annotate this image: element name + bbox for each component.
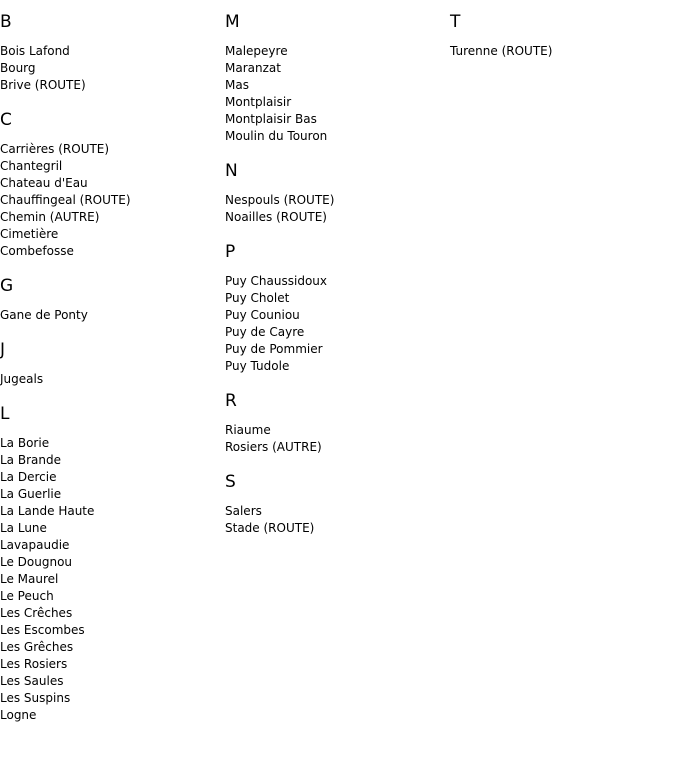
letter-group-m: [225, 11, 450, 145]
place-entry: Bois Lafond: [0, 44, 70, 58]
place-entry: Les Rosiers: [0, 657, 68, 671]
place-entry: Salers: [225, 504, 262, 518]
place-entry: Les Saules: [0, 674, 64, 688]
place-entry: Logne: [0, 708, 37, 722]
letter-group-r: [225, 390, 450, 456]
entry-list: [0, 141, 225, 260]
letter-heading: M: [225, 12, 240, 32]
entry-list: [450, 43, 675, 60]
place-entry: Cimetière: [0, 227, 59, 241]
entry-list: [0, 435, 225, 724]
place-entry: Puy de Pommier: [225, 342, 323, 356]
letter-group-c: [0, 109, 225, 260]
place-entry: Puy Chaussidoux: [225, 274, 327, 288]
index-column-1: [0, 0, 225, 724]
letter-group-n: [225, 160, 450, 226]
entry-list: [225, 503, 450, 537]
place-entry: Le Peuch: [0, 589, 54, 603]
letter-group-j: [0, 339, 225, 388]
place-entry: Puy Couniou: [225, 308, 300, 322]
entry-list: [0, 307, 225, 324]
place-entry: Bourg: [0, 61, 36, 75]
entry-list: [225, 273, 450, 375]
letter-heading: N: [225, 161, 238, 181]
place-entry: Stade (ROUTE): [225, 521, 315, 535]
letter-heading: S: [225, 472, 236, 492]
place-entry: Gane de Ponty: [0, 308, 88, 322]
place-entry: La Lande Haute: [0, 504, 95, 518]
place-entry: Le Maurel: [0, 572, 59, 586]
letter-group-g: [0, 275, 225, 324]
letter-group-t: [450, 11, 675, 60]
place-entry: Les Crêches: [0, 606, 73, 620]
place-entry: La Brande: [0, 453, 61, 467]
place-entry: La Guerlie: [0, 487, 62, 501]
letter-heading: B: [0, 12, 12, 32]
place-entry: Montplaisir Bas: [225, 112, 317, 126]
place-entry: Brive (ROUTE): [0, 78, 86, 92]
place-entry: Maranzat: [225, 61, 281, 75]
place-entry: Les Escombes: [0, 623, 85, 637]
letter-group-b: [0, 11, 225, 94]
place-entry: Chantegril: [0, 159, 63, 173]
place-entry: Les Suspins: [0, 691, 71, 705]
place-entry: Noailles (ROUTE): [225, 210, 327, 224]
letter-group-l: [0, 403, 225, 724]
index-column-3: [450, 0, 675, 60]
place-entry: Nespouls (ROUTE): [225, 193, 335, 207]
place-entry: Turenne (ROUTE): [450, 44, 553, 58]
place-entry: Chauffingeal (ROUTE): [0, 193, 131, 207]
entry-list: [0, 371, 225, 388]
entry-list: [0, 43, 225, 94]
place-entry: Chemin (AUTRE): [0, 210, 100, 224]
letter-heading: J: [0, 340, 6, 360]
place-entry: Carrières (ROUTE): [0, 142, 110, 156]
place-entry: Puy Tudole: [225, 359, 290, 373]
letter-heading: R: [225, 391, 237, 411]
place-entry: Chateau d'Eau: [0, 176, 88, 190]
letter-group-s: [225, 471, 450, 537]
letter-heading: P: [225, 242, 236, 262]
letter-heading: T: [450, 12, 461, 32]
letter-heading: L: [0, 404, 10, 424]
entry-list: [225, 43, 450, 145]
place-entry: Malepeyre: [225, 44, 288, 58]
place-entry: Lavapaudie: [0, 538, 70, 552]
place-entry: Riaume: [225, 423, 271, 437]
place-entry: Montplaisir: [225, 95, 292, 109]
place-entry: Le Dougnou: [0, 555, 73, 569]
place-entry: Puy Cholet: [225, 291, 290, 305]
place-entry: La Lune: [0, 521, 47, 535]
letter-heading: G: [0, 276, 14, 296]
place-entry: Les Grêches: [0, 640, 74, 654]
place-entry: La Dercie: [0, 470, 57, 484]
place-entry: Puy de Cayre: [225, 325, 305, 339]
place-entry: Mas: [225, 78, 249, 92]
place-entry: La Borie: [0, 436, 50, 450]
letter-heading: C: [0, 110, 12, 130]
index-column-2: [225, 0, 450, 537]
entry-list: [225, 192, 450, 226]
place-entry: Combefosse: [0, 244, 74, 258]
entry-list: [225, 422, 450, 456]
place-entry: Jugeals: [0, 372, 44, 386]
letter-group-p: [225, 241, 450, 375]
place-entry: Rosiers (AUTRE): [225, 440, 322, 454]
place-entry: Moulin du Touron: [225, 129, 328, 143]
